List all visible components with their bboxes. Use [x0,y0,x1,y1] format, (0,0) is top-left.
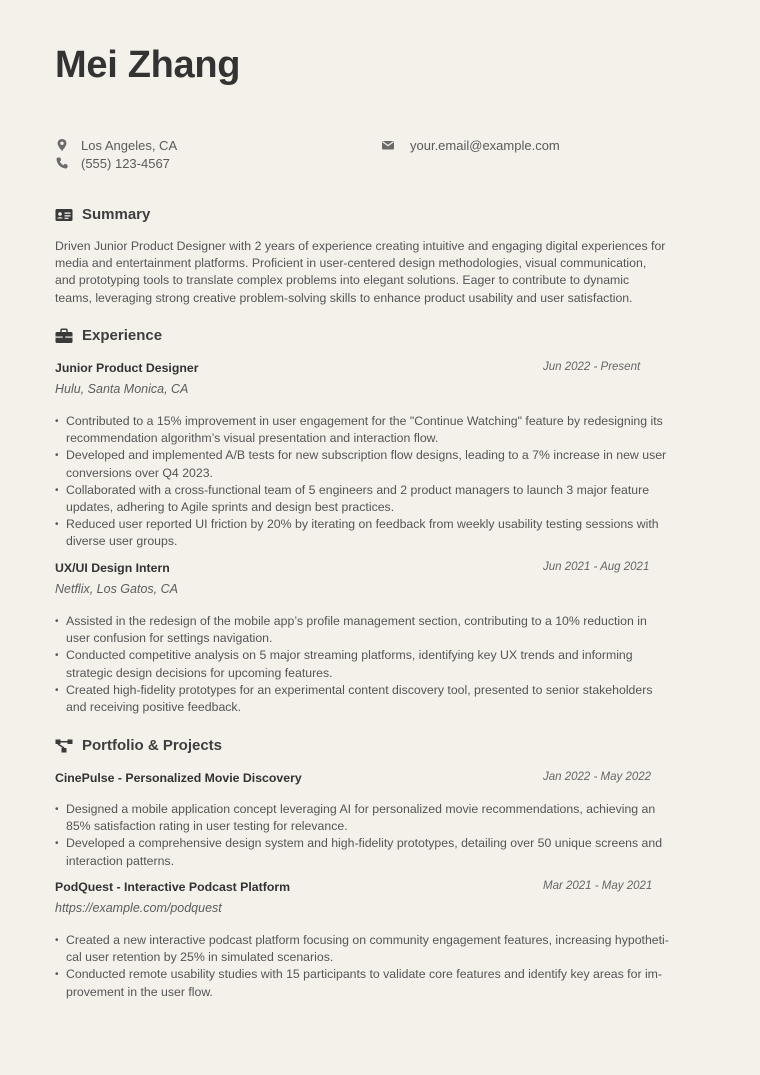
list-item: • Reduced user reported UI friction by 20% by iterating on feedback from weekly usability testing sessions with diverse user groups. [55,516,705,550]
project-title: CinePulse - Personalized Movie Discovery [55,771,302,785]
summary-line: and prototyping tools to translate complex problems into elegant solutions. Eager to contribute to dynamic [55,273,630,288]
job-bullets [55,613,705,716]
job-company: Netflix, Los Gatos, CA [55,582,178,596]
project-link[interactable]: https://example.com/podquest [55,901,222,915]
list-item: • Contributed to a 15% improvement in user engagement for the "Continue Watching" feature by redesigning its recommendation algorithm’s visual presentation and interaction flow. [55,413,705,447]
project-dates: Mar 2021 - May 2021 [543,880,653,892]
job-title: Junior Product Designer [55,361,199,375]
map-pin-icon [55,138,69,152]
list-item: • Created high-fidelity prototypes for an experimental content discovery tool, presented to senior stakeholders and receiving positive feedback. [55,682,705,716]
contact-info [55,136,705,172]
projects-heading-text: Portfolio & Projects [82,737,223,754]
job-dates: Jun 2022 - Present [543,361,641,373]
summary-text [55,238,705,307]
project-title: PodQuest - Interactive Podcast Platform [55,880,291,894]
location-row [55,136,705,154]
phone-text: (555) 123-4567 [81,155,170,171]
summary-line: Driven Junior Product Designer with 2 years of experience creating intuitive and engaging digital experiences for [55,239,666,253]
list-item: • Conducted remote usability studies with 15 participants to validate core features and identify key areas for im- provement in the user flow. [55,966,705,1000]
list-item: • Developed a comprehensive design system and high-fidelity prototypes, detailing over 50 unique screens and interaction patterns. [55,835,705,869]
id-card-icon [55,207,73,223]
job-title: UX/UI Design Intern [55,561,170,575]
email-text[interactable]: your.email@example.com [410,137,560,153]
experience-heading [55,327,162,344]
list-item: • Developed and implemented A/B tests for new subscription flow designs, leading to a 7% increase in new user conversions over Q4 2023. [55,447,705,481]
summary-line: media and entertainment platforms. Proficient in user-centered design methodologies, visual communication, [55,256,647,271]
job-company: Hulu, Santa Monica, CA [55,382,189,396]
project-bullets [55,932,705,1001]
job-bullets [55,413,705,551]
email-row [381,136,560,154]
phone-icon [55,156,69,170]
project-bullets [55,801,705,870]
summary-heading-text: Summary [82,206,151,223]
list-item: • Conducted competitive analysis on 5 major streaming platforms, identifying key UX trends and informing strategic design decisions for upcoming features. [55,647,705,681]
list-item: • Assisted in the redesign of the mobile app’s profile management section, contributing to a 10% reduction in user confusion for settings navigation. [55,613,705,647]
candidate-name: Mei Zhang [55,44,241,86]
experience-heading-text: Experience [82,327,163,344]
project-dates: Jan 2022 - May 2022 [543,771,652,783]
list-item: • Designed a mobile application concept leveraging AI for personalized movie recommendations, achieving an 85% satisfaction rating in user testing for relevance. [55,801,705,835]
briefcase-icon [55,328,73,344]
envelope-icon [381,138,395,152]
project-diagram-icon [55,738,73,754]
projects-heading [55,737,222,754]
summary-line: teams, leveraging strong creative problem-solving skills to enhance product usability and user satisfaction. [55,290,633,305]
list-item: • Collaborated with a cross-functional team of 5 engineers and 2 product managers to launch 3 major feature updates, adhering to Agile sprints and design best practices. [55,482,705,516]
summary-heading [55,206,150,223]
location-text: Los Angeles, CA [81,137,178,153]
phone-row [55,154,705,172]
list-item: • Created a new interactive podcast platform focusing on community engagement features, increasing hypotheti- cal user retention by 25% in simulated scenarios. [55,932,705,966]
job-dates: Jun 2021 - Aug 2021 [543,561,650,573]
